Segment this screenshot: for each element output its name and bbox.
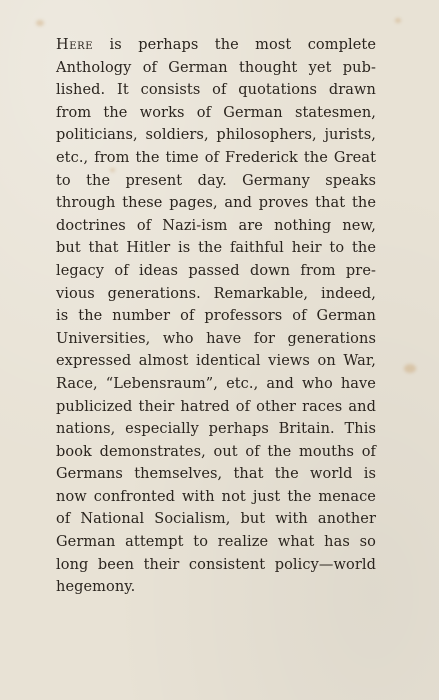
text-line: book demonstrates, out of the mouths of: [56, 443, 376, 460]
text-line: vious generations. Remarkable, indeed,: [56, 285, 376, 302]
text-line: but that Hitler is the faithful heir to the: [56, 240, 376, 257]
text-line: through these pages, and proves that the: [56, 195, 376, 212]
text-line: legacy of ideas passed down from pre-: [56, 262, 376, 279]
text-line: etc., from the time of Frederick the Great: [56, 149, 376, 166]
text-line: is the number of professors of German: [56, 308, 376, 325]
text-line: of National Socialism, but with another: [56, 511, 376, 528]
text-line: hegemony.: [56, 579, 136, 596]
text-line: lished. It consists of quotations drawn: [56, 82, 376, 99]
text-line: German attempt to realize what has so: [56, 534, 376, 551]
text-line: publicized their hatred of other races and: [56, 398, 376, 415]
foxing-spot: [404, 364, 416, 373]
text-line: Anthology of German thought yet pub-: [56, 59, 376, 76]
blurb-paragraph: [56, 34, 376, 599]
text-line: [56, 34, 376, 57]
first-line-text: is perhaps the most complete: [93, 37, 376, 53]
foxing-spot: [395, 18, 401, 23]
text-line: to the present day. Germany speaks: [56, 172, 376, 189]
text-line: long been their consistent policy—world: [56, 556, 376, 573]
text-line: Race, “Lebensraum”, etc., and who have: [56, 375, 376, 392]
text-line: politicians, soldiers, philosophers, jurists,: [56, 127, 376, 144]
text-line: Universities, who have for generations: [56, 330, 376, 347]
text-line: from the works of German statesmen,: [56, 104, 376, 121]
foxing-spot: [36, 20, 44, 26]
text-line: doctrines of Nazi-ism are nothing new,: [56, 217, 376, 234]
opening-word: Here: [56, 37, 94, 53]
text-line: nations, especially perhaps Britain. This: [56, 421, 376, 438]
text-line: expressed almost identical views on War,: [56, 353, 376, 370]
text-line: now confronted with not just the menace: [56, 488, 376, 505]
text-line: Germans themselves, that the world is: [56, 466, 376, 483]
